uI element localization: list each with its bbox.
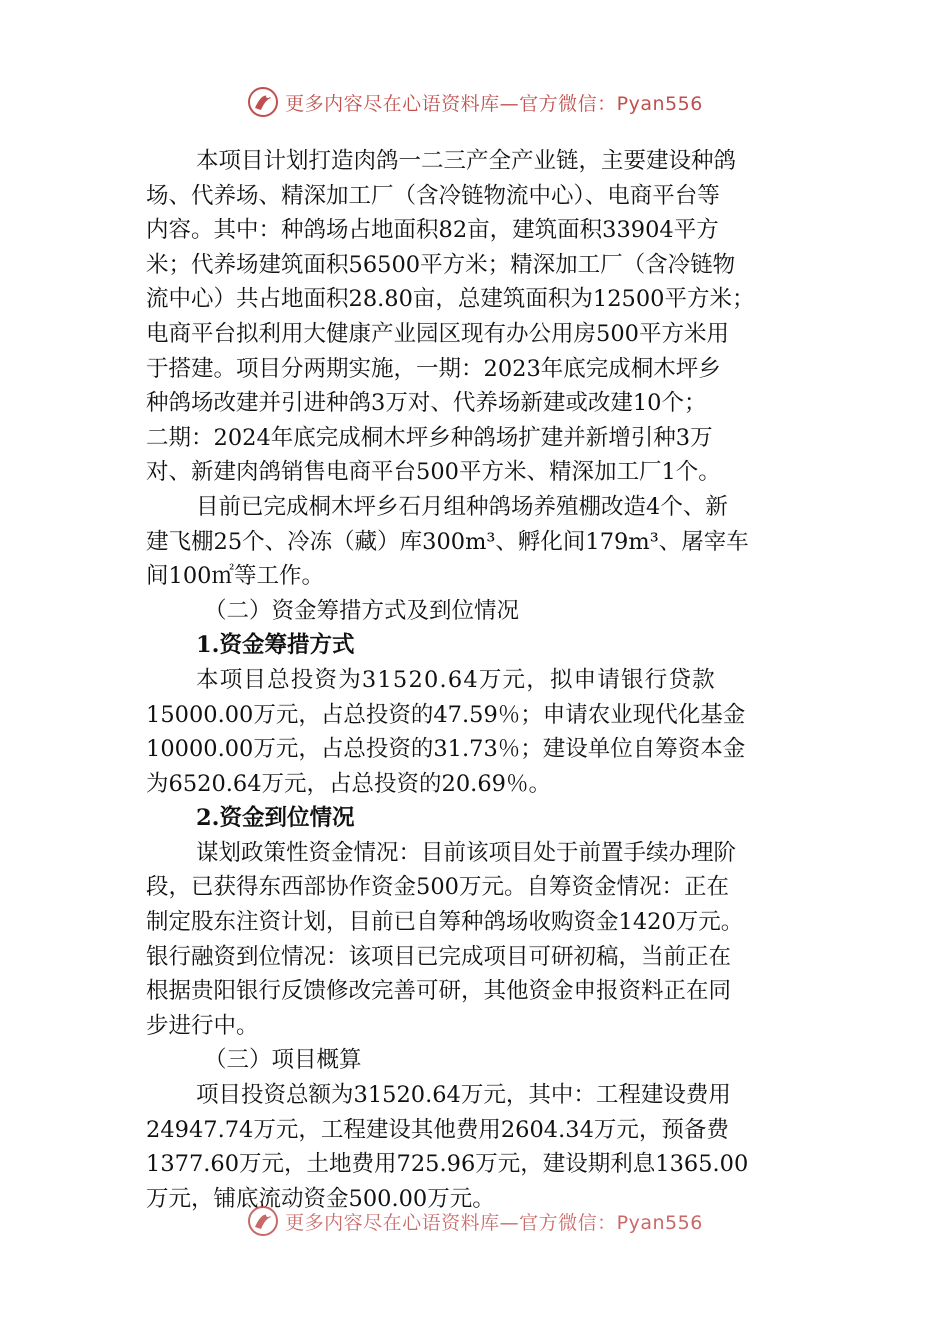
watermark-logo-icon — [247, 1205, 279, 1237]
paragraph-line: 为6520.64万元，占总投资的20.69％。 — [146, 770, 551, 797]
paragraph-line: 间100㎡等工作。 — [146, 563, 324, 590]
paragraph-line: 本项目总投资为31520.64万元，拟申请银行贷款 — [196, 666, 716, 693]
paragraph-line: 场、代养场、精深加工厂（含冷链物流中心）、电商平台等 — [146, 182, 720, 209]
paragraph-line: 流中心）共占地面积28.80亩，总建筑面积为12500平方米； — [146, 286, 755, 313]
subsection-heading: 2.资金到位情况 — [196, 805, 355, 832]
paragraph-line: 目前已完成桐木坪乡石月组种鸽场养殖棚改造4个、新 — [196, 493, 728, 520]
paragraph-line: 根据贵阳银行反馈修改完善可研，其他资金申报资料正在同 — [146, 978, 732, 1005]
paragraph-line: 米；代养场建筑面积56500平方米；精深加工厂（含冷链物 — [146, 251, 736, 278]
watermark-text: 更多内容尽在心语资料库—官方微信：Pyan556 — [285, 1211, 703, 1234]
document-body — [146, 144, 808, 1216]
paragraph-line: 万元，铺底流动资金500.00万元。 — [146, 1185, 495, 1212]
paragraph-line: 步进行中。 — [146, 1012, 259, 1039]
paragraph-line: 10000.00万元，占总投资的31.73％；建设单位自筹资本金 — [146, 736, 746, 763]
paragraph-line: 本项目计划打造肉鸽一二三产全产业链，主要建设种鸽 — [196, 148, 737, 174]
watermark-logo-icon — [247, 86, 279, 118]
paragraph-line: 银行融资到位情况：该项目已完成项目可研初稿，当前正在 — [146, 943, 732, 970]
paragraph-line: 于搭建。项目分两期实施，一期：2023年底完成桐木坪乡 — [146, 355, 721, 382]
subsection-heading: 1.资金筹措方式 — [196, 632, 355, 659]
paragraph-line: 电商平台拟利用大健康产业园区现有办公用房500平方米用 — [146, 320, 729, 347]
paragraph-line: 种鸽场改建并引进种鸽3万对、代养场新建或改建10个； — [146, 390, 707, 417]
watermark-header — [0, 86, 950, 118]
paragraph-line: 项目投资总额为31520.64万元，其中：工程建设费用 — [196, 1082, 731, 1109]
paragraph-line: 对、新建肉鸽销售电商平台500平方米、精深加工厂1个。 — [146, 459, 721, 486]
paragraph-line: 建飞棚25个、冷冻（藏）库300m³、孵化间179m³、屠宰车 — [146, 528, 749, 555]
paragraph-line: 24947.74万元，工程建设其他费用2604.34万元，预备费 — [146, 1116, 729, 1143]
paragraph-line: 段，已获得东西部协作资金500万元。自筹资金情况：正在 — [146, 874, 729, 901]
paragraph-line: 二期：2024年底完成桐木坪乡种鸽场扩建并新增引种3万 — [146, 424, 713, 451]
paragraph-line: 15000.00万元，占总投资的47.59％；申请农业现代化基金 — [146, 701, 746, 728]
paragraph-line: 谋划政策性资金情况：目前该项目处于前置手续办理阶 — [196, 839, 737, 866]
paragraph-line: 内容。其中：种鸽场占地面积82亩，建筑面积33904平方 — [146, 217, 719, 244]
watermark-footer — [0, 1206, 950, 1236]
section-heading: （三）项目概算 — [204, 1047, 362, 1074]
watermark-text: 更多内容尽在心语资料库—官方微信：Pyan556 — [285, 92, 703, 115]
paragraph-line: 制定股东注资计划，目前已自筹种鸽场收购资金1420万元。 — [146, 909, 744, 936]
paragraph-line: 1377.60万元，土地费用725.96万元，建设期利息1365.00 — [146, 1151, 749, 1178]
section-heading: （二）资金筹措方式及到位情况 — [204, 597, 520, 624]
